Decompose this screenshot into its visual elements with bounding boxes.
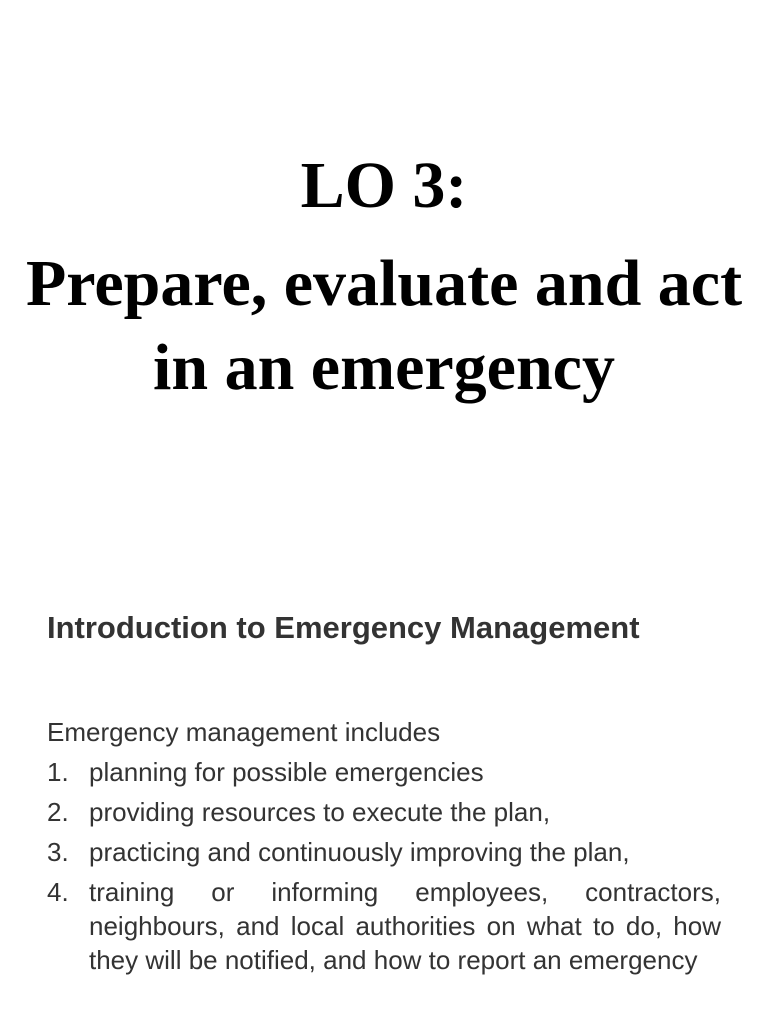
title-line-main: Prepare, evaluate and act in an emergency	[25, 247, 743, 404]
list-item-number: 3.	[47, 837, 69, 867]
list-item	[47, 835, 721, 869]
list-item	[47, 875, 721, 977]
list-item-number: 2.	[47, 797, 69, 827]
list-item-number: 1.	[47, 757, 69, 787]
list-item-text: practicing and continuously improving the plan,	[89, 837, 630, 867]
emergency-management-list	[47, 755, 721, 977]
list-item-text: providing resources to execute the plan,	[89, 797, 551, 827]
list-item	[47, 755, 721, 789]
section-heading: Introduction to Emergency Management	[47, 610, 640, 645]
list-item-number: 4.	[47, 877, 69, 907]
list-item-text: planning for possible emergencies	[89, 757, 484, 787]
title-line-lo: LO 3:	[300, 149, 468, 222]
list-item	[47, 795, 721, 829]
section-body	[47, 715, 721, 983]
list-item-text: training or informing employees, contractors, neighbours, and local authorities on what to do, how they will be notified, and how to report an emergency	[89, 877, 721, 975]
intro-text: Emergency management includes	[47, 717, 441, 747]
page-title	[0, 148, 768, 410]
